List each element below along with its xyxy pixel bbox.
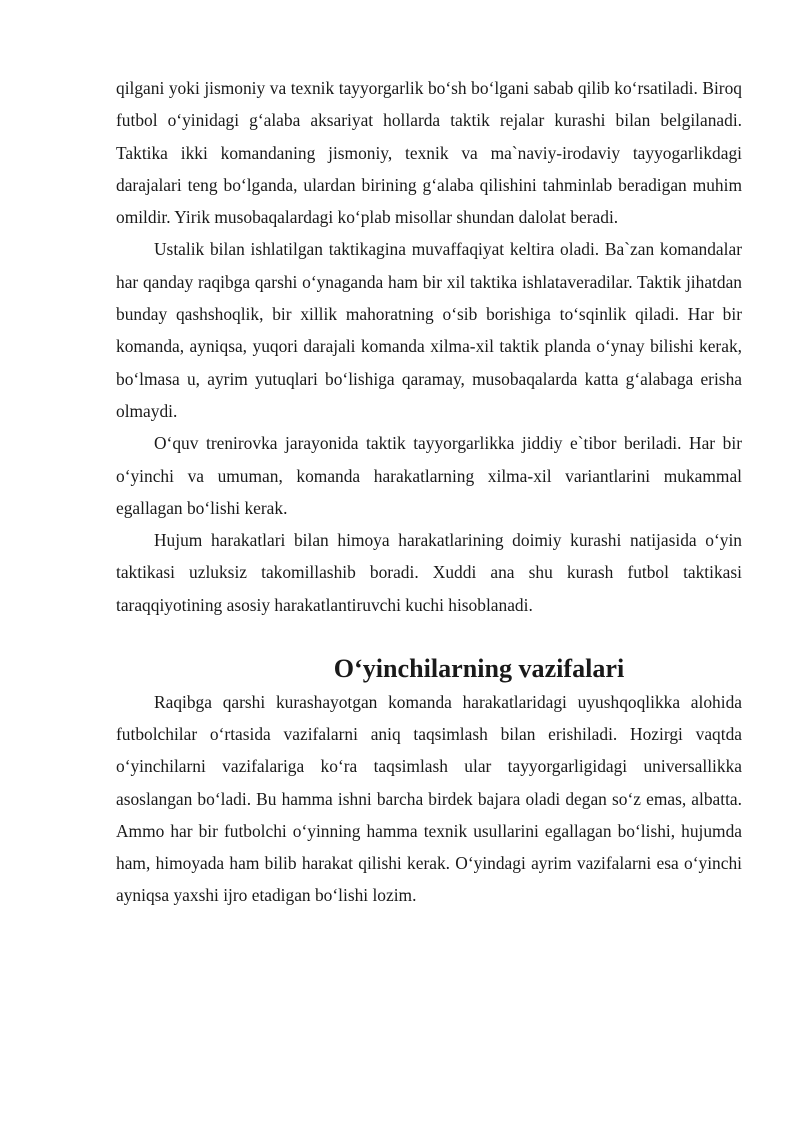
paragraph-training: O‘quv trenirovka jarayonida taktik tayyorgarlikka jiddiy e`tibor beriladi. Har bir o‘yinchi va umuman, komanda harakatlarning xilma-xil variantlarini mukammal egallagan bo‘lishi kerak.: [116, 433, 742, 518]
paragraph-player-roles: Raqibga qarshi kurashayotgan komanda harakatlaridagi uyushqoqlikka alohida futbolchilar o‘rtasida vazifalarni aniq taqsimlash bilan erishiladi. Hozirgi vaqtda o‘yinchilarni vazifalariga ko‘ra taqsimlash ular tayyorgarligidagi universallikka asoslangan bo‘ladi. Bu hamma ishni barcha birdek bajara oladi degan so‘z emas, albatta. Ammo har bir futbolchi o‘yinning hamma texnik usullarini egallagan bo‘lishi, hujumda ham, himoyada ham bilib harakat qilishi kerak. O‘yindagi ayrim vazifalarni esa o‘yinchi ayniqsa yaxshi ijro etadigan bo‘lishi lozim.: [116, 691, 742, 906]
section-heading: O‘yinchilarning vazifalari: [333, 654, 625, 684]
paragraph-attack-defense: Hujum harakatlari bilan himoya harakatlarining doimiy kurashi natijasida o‘yin taktikasi uzluksiz takomillashib boradi. Xuddi ana shu kurash futbol taktikasi taraqqiyotining asosiy harakatlantiruvchi kuchi hisoblanadi.: [116, 530, 742, 615]
document-page: [116, 72, 742, 912]
paragraph-tactics-skill: Ustalik bilan ishlatilgan taktikagina muvaffaqiyat keltira oladi. Ba`zan komandalar har qanday raqibga qarshi o‘ynaganda ham bir xil taktika ishlataveradilar. Taktik jihatdan bunday qashshoqlik, bir xillik mahoratning o‘sib borishiga to‘sqinlik qiladi. Har bir komanda, ayniqsa, yuqori darajali komanda xilma-xil taktik planda o‘ynay bilishi kerak, bo‘lmasa u, ayrim yutuqlari bo‘lishiga qaramay, musobaqalarda katta g‘alabaga erisha olmaydi.: [116, 239, 742, 421]
paragraph-continuation: qilgani yoki jismoniy va texnik tayyorgarlik bo‘sh bo‘lgani sabab qilib ko‘rsatiladi. Biroq futbol o‘yinidagi g‘alaba aksariyat hollarda taktik rejalar kurashi bilan belgilanadi. Taktika ikki komandaning jismoniy, texnik va ma`naviy-irodaviy tayyogarlikdagi darajalari teng bo‘lganda, ulardan birining g‘alaba qilishini tahminlab beradigan muhim omildir. Yirik musobaqalardagi ko‘plab misollar shundan dalolat beradi.: [116, 78, 742, 228]
section-spacer: [116, 621, 742, 653]
